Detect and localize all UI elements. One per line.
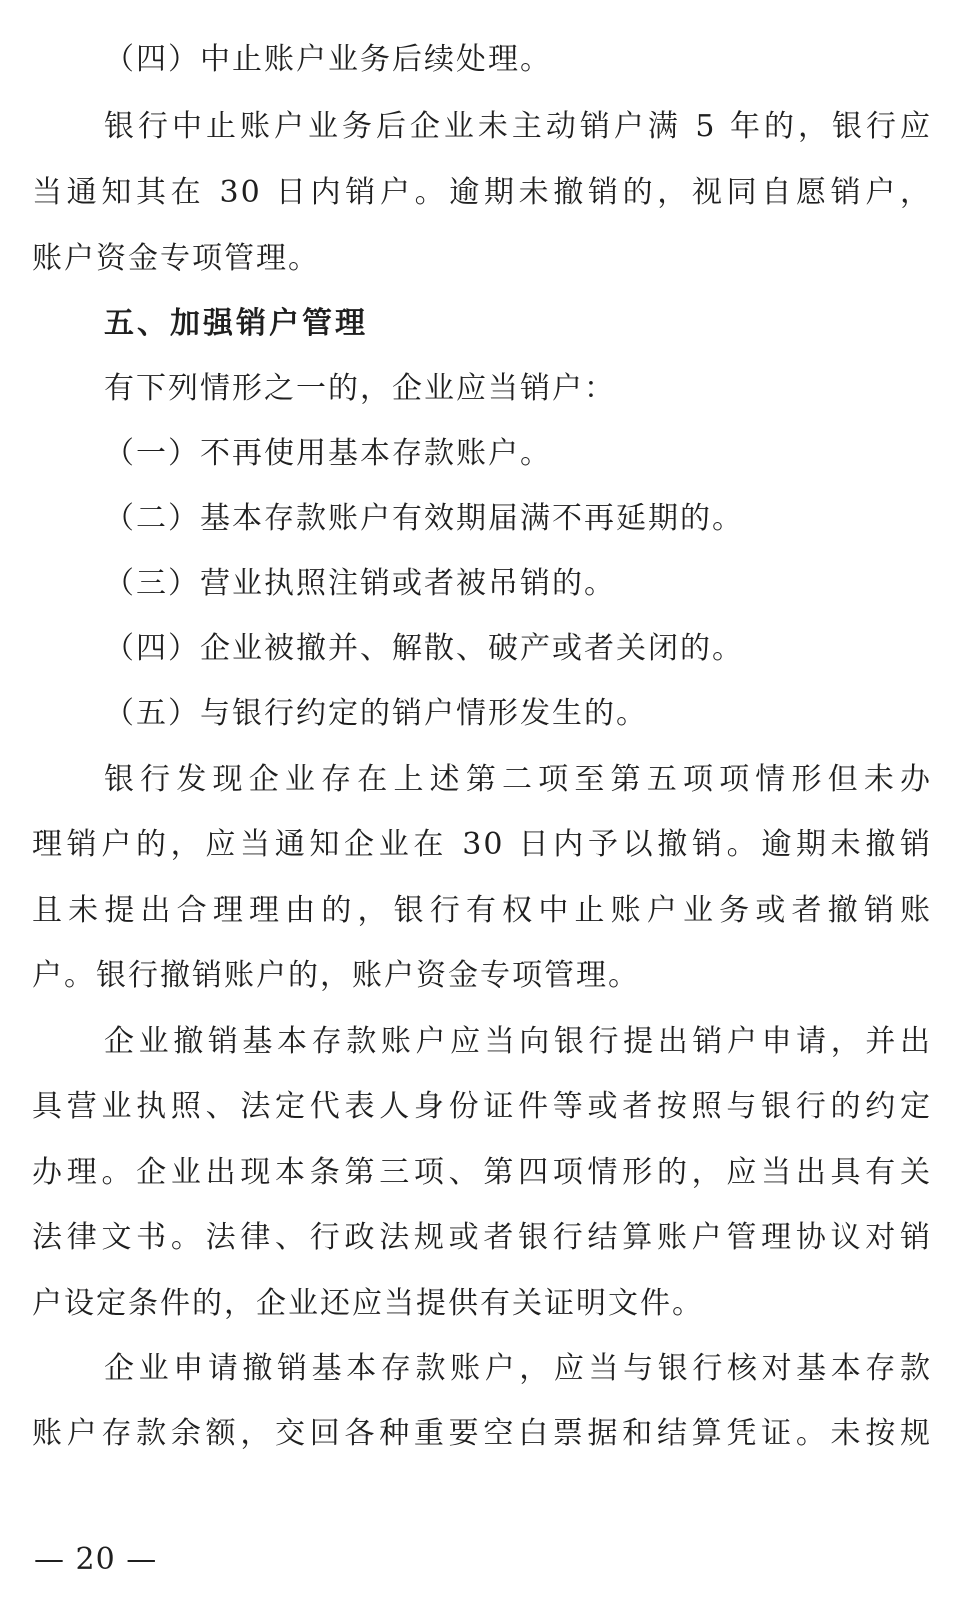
list-item: （五）与银行约定的销户情形发生的。 bbox=[104, 696, 648, 731]
paragraph-line: 企业撤销基本存款账户应当向银行提出销户申请，并出 bbox=[104, 1024, 932, 1059]
paragraph-line: 账户资金专项管理。 bbox=[32, 241, 320, 276]
section-heading: 五、加强销户管理 bbox=[104, 306, 368, 341]
paragraph-line: 户设定条件的，企业还应当提供有关证明文件。 bbox=[32, 1286, 704, 1321]
paragraph-line: 理销户的，应当通知企业在 30 日内予以撤销。逾期未撤销 bbox=[32, 827, 932, 862]
paragraph-line: 办理。企业出现本条第三项、第四项情形的，应当出具有关 bbox=[32, 1155, 932, 1190]
paragraph-line: 有下列情形之一的，企业应当销户： bbox=[104, 371, 616, 406]
page-number: — 20 — bbox=[34, 1542, 158, 1577]
paragraph-line: 且未提出合理理由的，银行有权中止账户业务或者撤销账 bbox=[32, 893, 932, 928]
paragraph-line: 账户存款余额，交回各种重要空白票据和结算凭证。未按规 bbox=[32, 1416, 932, 1451]
paragraph-line: 具营业执照、法定代表人身份证件等或者按照与银行的约定 bbox=[32, 1089, 932, 1124]
paragraph-line: 银行发现企业存在上述第二项至第五项项情形但未办 bbox=[104, 762, 932, 797]
list-item: （四）企业被撤并、解散、破产或者关闭的。 bbox=[104, 631, 744, 666]
subsection-heading-4: （四）中止账户业务后续处理。 bbox=[104, 42, 552, 77]
paragraph-line: 银行中止账户业务后企业未主动销户满 5 年的，银行应 bbox=[104, 109, 932, 144]
list-item: （三）营业执照注销或者被吊销的。 bbox=[104, 566, 616, 601]
list-item: （一）不再使用基本存款账户。 bbox=[104, 436, 552, 471]
paragraph-line: 企业申请撤销基本存款账户，应当与银行核对基本存款 bbox=[104, 1351, 932, 1386]
paragraph-line: 法律文书。法律、行政法规或者银行结算账户管理协议对销 bbox=[32, 1220, 932, 1255]
paragraph-line: 当通知其在 30 日内销户。逾期未撤销的，视同自愿销户， bbox=[32, 175, 932, 210]
list-item: （二）基本存款账户有效期届满不再延期的。 bbox=[104, 501, 744, 536]
paragraph-line: 户。银行撤销账户的，账户资金专项管理。 bbox=[32, 958, 640, 993]
